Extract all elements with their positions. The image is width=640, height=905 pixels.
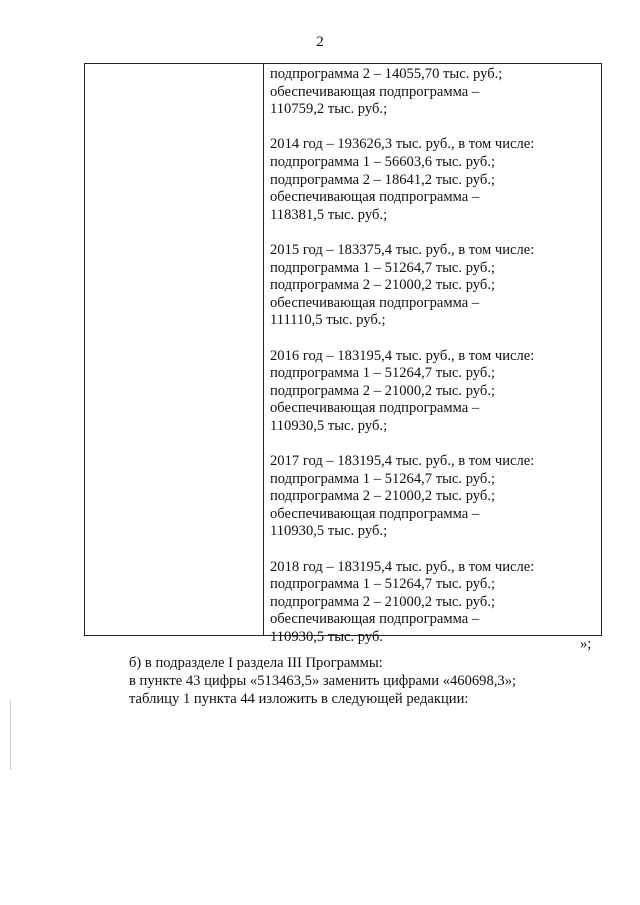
funding-block [270,136,597,224]
funding-line: 110930,5 тыс. руб.; [270,417,388,434]
funding-line: обеспечивающая подпрограмма – [270,505,480,522]
funding-line: подпрограмма 2 – 14055,70 тыс. руб.; [270,66,503,82]
closing-quote: »; [580,636,592,652]
paragraph-table-1: таблицу 1 пункта 44 изложить в следующей редакции: [129,691,469,707]
funding-line: подпрограмма 2 – 21000,2 тыс. руб.; [270,593,496,610]
funding-line: 2016 год – 183195,4 тыс. руб., в том числе: [270,347,535,364]
funding-line: 2015 год – 183375,4 тыс. руб., в том числе: [270,241,535,258]
funding-line: 2014 год – 193626,3 тыс. руб., в том числе: [270,136,535,153]
funding-line: обеспечивающая подпрограмма – [270,83,480,100]
funding-line: подпрограмма 1 – 51264,7 тыс. руб.; [270,365,496,382]
funding-line: подпрограмма 2 – 21000,2 тыс. руб.; [270,488,496,505]
funding-line: 110930,5 тыс. руб. [270,629,384,645]
funding-line: подпрограмма 2 – 21000,2 тыс. руб.; [270,382,496,399]
funding-block [270,66,597,119]
funding-block [270,453,597,541]
amendment-text [129,654,516,708]
funding-table [84,63,602,645]
table-column-divider [263,64,264,635]
funding-block [270,242,597,330]
scan-margin-line [10,700,11,770]
paragraph-item-43: в пункте 43 цифры «513463,5» заменить цифрами «460698,3»; [129,673,517,689]
funding-line: 110759,2 тыс. руб.; [270,101,388,118]
funding-block [270,559,597,647]
paragraph-subsection: б) в подразделе I раздела III Программы: [129,655,383,671]
funding-line: 111110,5 тыс. руб.; [270,312,386,329]
funding-line: подпрограмма 2 – 18641,2 тыс. руб.; [270,171,496,188]
funding-block [270,348,597,436]
funding-line: обеспечивающая подпрограмма – [270,400,480,417]
funding-line: 2017 год – 183195,4 тыс. руб., в том числе: [270,453,535,470]
funding-line: подпрограмма 2 – 21000,2 тыс. руб.; [270,277,496,294]
table-cell-funding-details [270,66,597,647]
funding-line: обеспечивающая подпрограмма – [270,189,480,206]
page-number: 2 [316,34,324,50]
funding-line: обеспечивающая подпрограмма – [270,294,480,311]
funding-line: подпрограмма 1 – 51264,7 тыс. руб.; [270,576,496,593]
funding-line: подпрограмма 1 – 51264,7 тыс. руб.; [270,470,496,487]
funding-line: подпрограмма 1 – 56603,6 тыс. руб.; [270,153,496,170]
funding-line: 110930,5 тыс. руб.; [270,523,388,540]
funding-line: подпрограмма 1 – 51264,7 тыс. руб.; [270,259,496,276]
funding-line: обеспечивающая подпрограмма – [270,611,480,628]
funding-line: 118381,5 тыс. руб.; [270,206,388,223]
funding-line: 2018 год – 183195,4 тыс. руб., в том числе: [270,558,535,575]
